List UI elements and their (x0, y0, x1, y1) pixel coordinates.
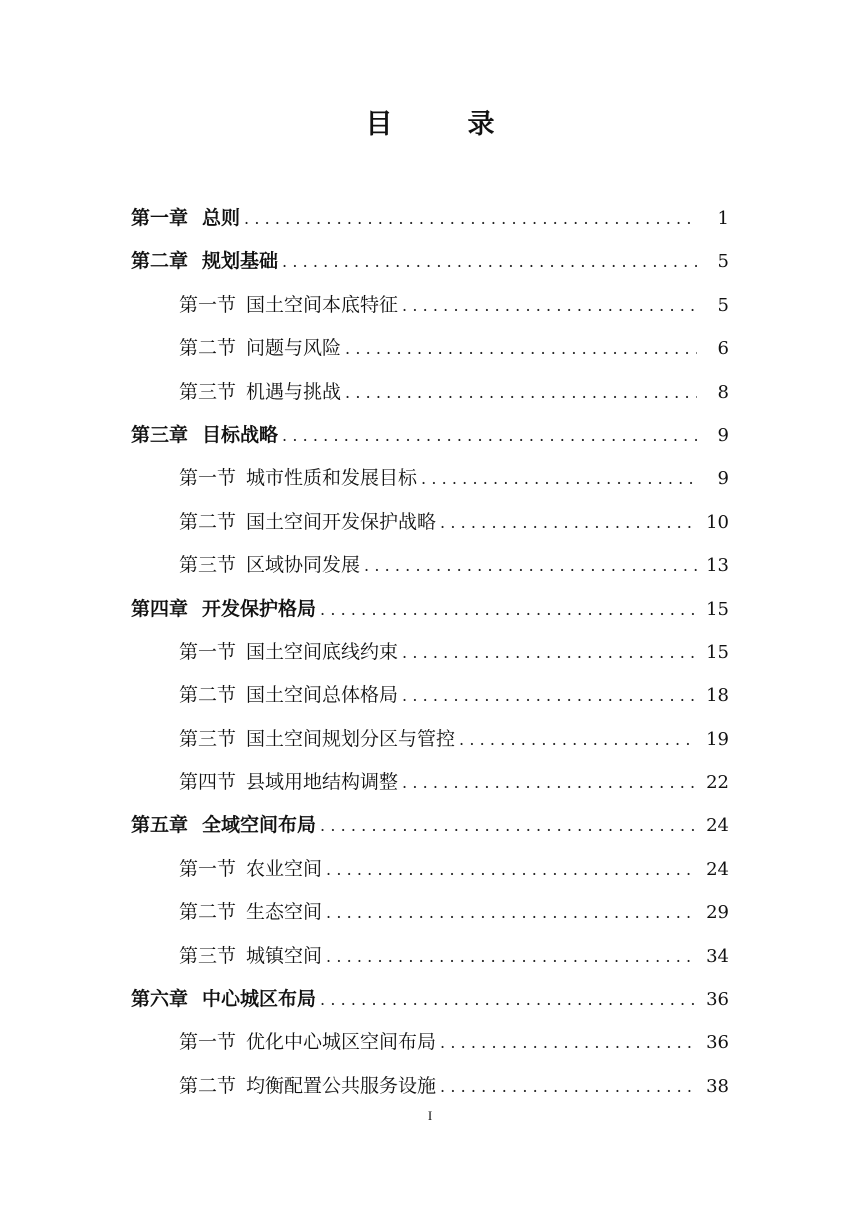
toc-entry-label: 机遇与挑战 (246, 380, 342, 403)
toc-section-entry[interactable] (131, 284, 729, 327)
toc-dot-leader (326, 848, 697, 891)
toc-entry-page-number: 1 (717, 208, 729, 229)
toc-dot-leader (402, 761, 697, 804)
toc-section-entry[interactable] (131, 631, 729, 674)
toc-dot-leader (402, 631, 697, 674)
toc-entry-page-number: 38 (706, 1075, 729, 1097)
toc-entry-number: 第一节 (179, 1031, 237, 1054)
toc-section-entry[interactable] (131, 935, 729, 978)
toc-dot-leader (320, 978, 697, 1021)
toc-chapter-entry[interactable] (131, 978, 729, 1021)
toc-entry-number: 第二节 (179, 337, 237, 360)
toc-chapter-entry[interactable] (131, 804, 729, 847)
toc-section-entry[interactable] (131, 761, 729, 804)
toc-entry-label: 国土空间规划分区与管控 (246, 727, 456, 750)
toc-entry-page-number: 36 (706, 989, 729, 1011)
toc-entry-number: 第一章 (131, 207, 189, 229)
toc-entry-label: 国土空间底线约束 (246, 640, 399, 663)
toc-section-entry[interactable] (131, 371, 729, 414)
toc-dot-leader (402, 284, 697, 327)
toc-chapter-entry[interactable] (131, 240, 729, 283)
toc-entry-page-number: 13 (706, 555, 729, 577)
toc-entry-number: 第三章 (131, 423, 189, 446)
toc-entry-number: 第二章 (131, 250, 189, 273)
toc-section-entry[interactable] (131, 1021, 729, 1064)
toc-entry-page-number: 10 (706, 511, 729, 533)
toc-entry-number: 第一节 (179, 293, 237, 316)
toc-entry-page-number: 19 (706, 728, 729, 750)
toc-dot-leader (326, 935, 697, 978)
toc-entry-label: 开发保护格局 (202, 597, 317, 620)
toc-entry-page-number: 18 (706, 685, 729, 707)
toc-entry-number: 第六章 (131, 988, 189, 1011)
toc-entry-number: 第三节 (179, 727, 237, 750)
page-title: 目 录 (365, 109, 519, 140)
toc-entry-page-number: 24 (706, 815, 729, 837)
toc-entry-label: 国土空间总体格局 (246, 684, 399, 707)
toc-section-entry[interactable] (131, 891, 729, 934)
toc-dot-leader (345, 371, 697, 414)
toc-section-entry[interactable] (131, 457, 729, 500)
toc-entry-label: 问题与风险 (246, 337, 342, 360)
table-of-contents (131, 197, 729, 1108)
toc-section-entry[interactable] (131, 848, 729, 891)
toc-entry-page-number: 6 (717, 338, 729, 360)
toc-entry-page-number: 5 (717, 294, 729, 316)
toc-chapter-entry[interactable] (131, 588, 729, 631)
toc-entry-number: 第一节 (179, 640, 237, 663)
toc-entry-label: 目标战略 (202, 423, 279, 446)
toc-entry-number: 第二节 (179, 510, 237, 533)
toc-entry-page-number: 8 (717, 381, 729, 403)
toc-entry-page-number: 34 (706, 945, 729, 967)
toc-dot-leader (282, 414, 697, 457)
toc-entry-page-number: 9 (717, 468, 729, 490)
toc-entry-number: 第二节 (179, 901, 237, 924)
toc-entry-label: 农业空间 (246, 857, 323, 880)
toc-dot-leader (364, 544, 697, 587)
toc-entry-label: 全域空间布局 (202, 814, 317, 837)
toc-entry-number: 第四章 (131, 597, 189, 620)
toc-entry-number: 第一节 (179, 467, 237, 490)
toc-dot-leader (440, 1021, 697, 1064)
toc-entry-label: 总则 (202, 207, 241, 229)
toc-entry-number: 第四节 (179, 771, 237, 794)
toc-dot-leader (345, 327, 697, 370)
toc-entry-label: 区域协同发展 (246, 554, 361, 577)
toc-entry-label: 城镇空间 (246, 944, 323, 967)
toc-entry-page-number: 29 (706, 902, 729, 924)
toc-entry-number: 第二节 (179, 684, 237, 707)
toc-entry-page-number: 22 (706, 772, 729, 794)
toc-chapter-entry[interactable] (131, 414, 729, 457)
toc-entry-label: 均衡配置公共服务设施 (246, 1074, 437, 1097)
toc-dot-leader (326, 891, 697, 934)
toc-entry-label: 生态空间 (246, 901, 323, 924)
toc-dot-leader (320, 588, 697, 631)
toc-dot-leader (282, 240, 697, 283)
toc-entry-page-number: 15 (706, 641, 729, 663)
toc-dot-leader (402, 674, 697, 717)
toc-section-entry[interactable] (131, 674, 729, 717)
toc-entry-number: 第三节 (179, 944, 237, 967)
toc-entry-page-number: 24 (706, 858, 729, 880)
toc-entry-number: 第三节 (179, 380, 237, 403)
toc-entry-label: 规划基础 (202, 250, 279, 273)
toc-entry-label: 中心城区布局 (202, 988, 317, 1011)
toc-section-entry[interactable] (131, 1065, 729, 1108)
toc-entry-number: 第一节 (179, 857, 237, 880)
toc-dot-leader (459, 718, 697, 761)
toc-entry-page-number: 5 (717, 251, 729, 273)
toc-dot-leader (440, 501, 697, 544)
toc-entry-label: 优化中心城区空间布局 (246, 1031, 437, 1054)
toc-entry-label: 国土空间本底特征 (246, 293, 399, 316)
toc-chapter-entry[interactable] (131, 197, 729, 240)
toc-section-entry[interactable] (131, 327, 729, 370)
toc-section-entry[interactable] (131, 501, 729, 544)
toc-dot-leader (244, 197, 697, 240)
toc-entry-number: 第二节 (179, 1074, 237, 1097)
toc-dot-leader (320, 804, 697, 847)
toc-dot-leader (421, 457, 697, 500)
toc-dot-leader (440, 1065, 697, 1108)
footer-page-number: I (427, 1108, 433, 1123)
toc-entry-page-number: 9 (717, 424, 729, 446)
toc-entry-page-number: 15 (706, 598, 729, 620)
toc-section-entry[interactable] (131, 718, 729, 761)
toc-entry-number: 第五章 (131, 814, 189, 837)
toc-section-entry[interactable] (131, 544, 729, 587)
toc-entry-label: 县域用地结构调整 (246, 771, 399, 794)
toc-entry-label: 国土空间开发保护战略 (246, 510, 437, 533)
toc-entry-number: 第三节 (179, 554, 237, 577)
toc-entry-label: 城市性质和发展目标 (246, 467, 418, 490)
toc-entry-page-number: 36 (706, 1032, 729, 1054)
